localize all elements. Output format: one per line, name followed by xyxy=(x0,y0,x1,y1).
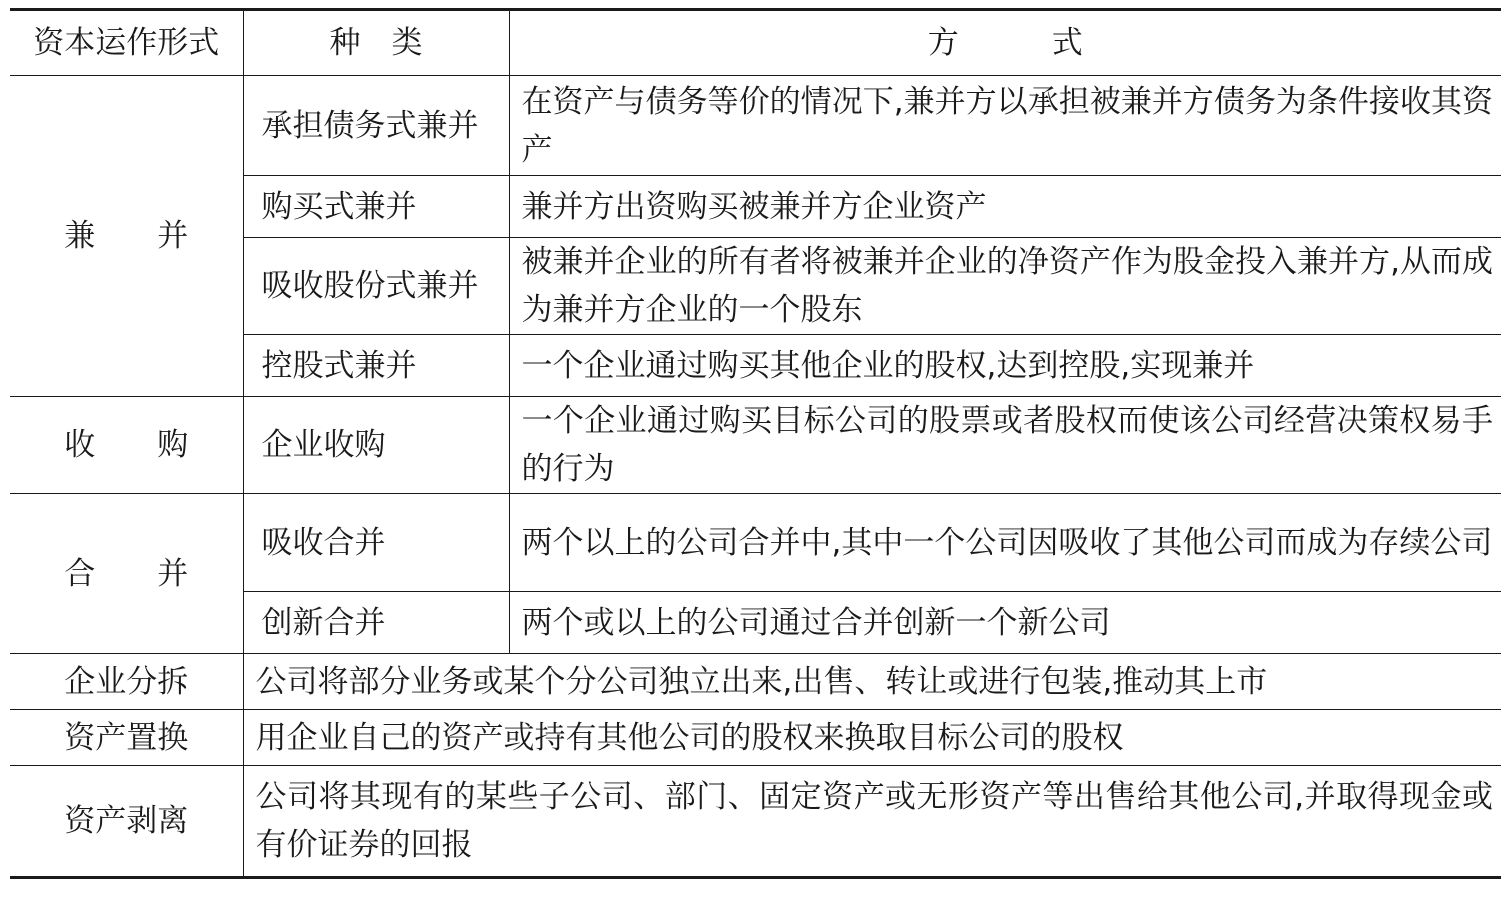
type-cell: 创新合并 xyxy=(243,592,509,654)
type-cell: 吸收合并 xyxy=(243,494,509,592)
type-cell: 企业收购 xyxy=(243,397,509,494)
method-cell: 兼并方出资购买被兼并方企业资产 xyxy=(509,176,1501,238)
form-cell-asset-swap: 资产置换 xyxy=(10,710,243,766)
type-cell: 购买式兼并 xyxy=(243,176,509,238)
table-row xyxy=(10,397,1501,494)
type-cell: 吸收股份式兼并 xyxy=(243,238,509,335)
capital-operation-table-wrapper xyxy=(10,8,1501,879)
method-cell: 在资产与债务等价的情况下,兼并方以承担被兼并方债务为条件接收其资产 xyxy=(509,76,1501,176)
header-type: 种 类 xyxy=(243,10,509,76)
form-cell-acquisition: 收 购 xyxy=(10,397,243,494)
capital-operation-table xyxy=(10,8,1501,879)
form-cell-divestiture: 资产剥离 xyxy=(10,766,243,878)
table-row xyxy=(10,654,1501,710)
header-form: 资本运作形式 xyxy=(10,10,243,76)
method-cell: 两个以上的公司合并中,其中一个公司因吸收了其他公司而成为存续公司 xyxy=(509,494,1501,592)
form-cell-consolidation: 合 并 xyxy=(10,494,243,654)
method-cell-merged: 公司将其现有的某些子公司、部门、固定资产或无形资产等出售给其他公司,并取得现金或有价证券的回报 xyxy=(243,766,1501,878)
form-cell-merger: 兼 并 xyxy=(10,76,243,397)
form-cell-spinoff: 企业分拆 xyxy=(10,654,243,710)
method-cell: 被兼并企业的所有者将被兼并企业的净资产作为股金投入兼并方,从而成为兼并方企业的一个股东 xyxy=(509,238,1501,335)
table-row xyxy=(10,766,1501,878)
method-cell-merged: 用企业自己的资产或持有其他公司的股权来换取目标公司的股权 xyxy=(243,710,1501,766)
type-cell: 控股式兼并 xyxy=(243,335,509,397)
type-cell: 承担债务式兼并 xyxy=(243,76,509,176)
method-cell: 一个企业通过购买目标公司的股票或者股权而使该公司经营决策权易手的行为 xyxy=(509,397,1501,494)
method-cell: 一个企业通过购买其他企业的股权,达到控股,实现兼并 xyxy=(509,335,1501,397)
header-method: 方 式 xyxy=(509,10,1501,76)
method-cell: 两个或以上的公司通过合并创新一个新公司 xyxy=(509,592,1501,654)
header-row xyxy=(10,10,1501,76)
method-cell-merged: 公司将部分业务或某个分公司独立出来,出售、转让或进行包装,推动其上市 xyxy=(243,654,1501,710)
table-row xyxy=(10,494,1501,592)
table-row xyxy=(10,710,1501,766)
table-row xyxy=(10,76,1501,176)
